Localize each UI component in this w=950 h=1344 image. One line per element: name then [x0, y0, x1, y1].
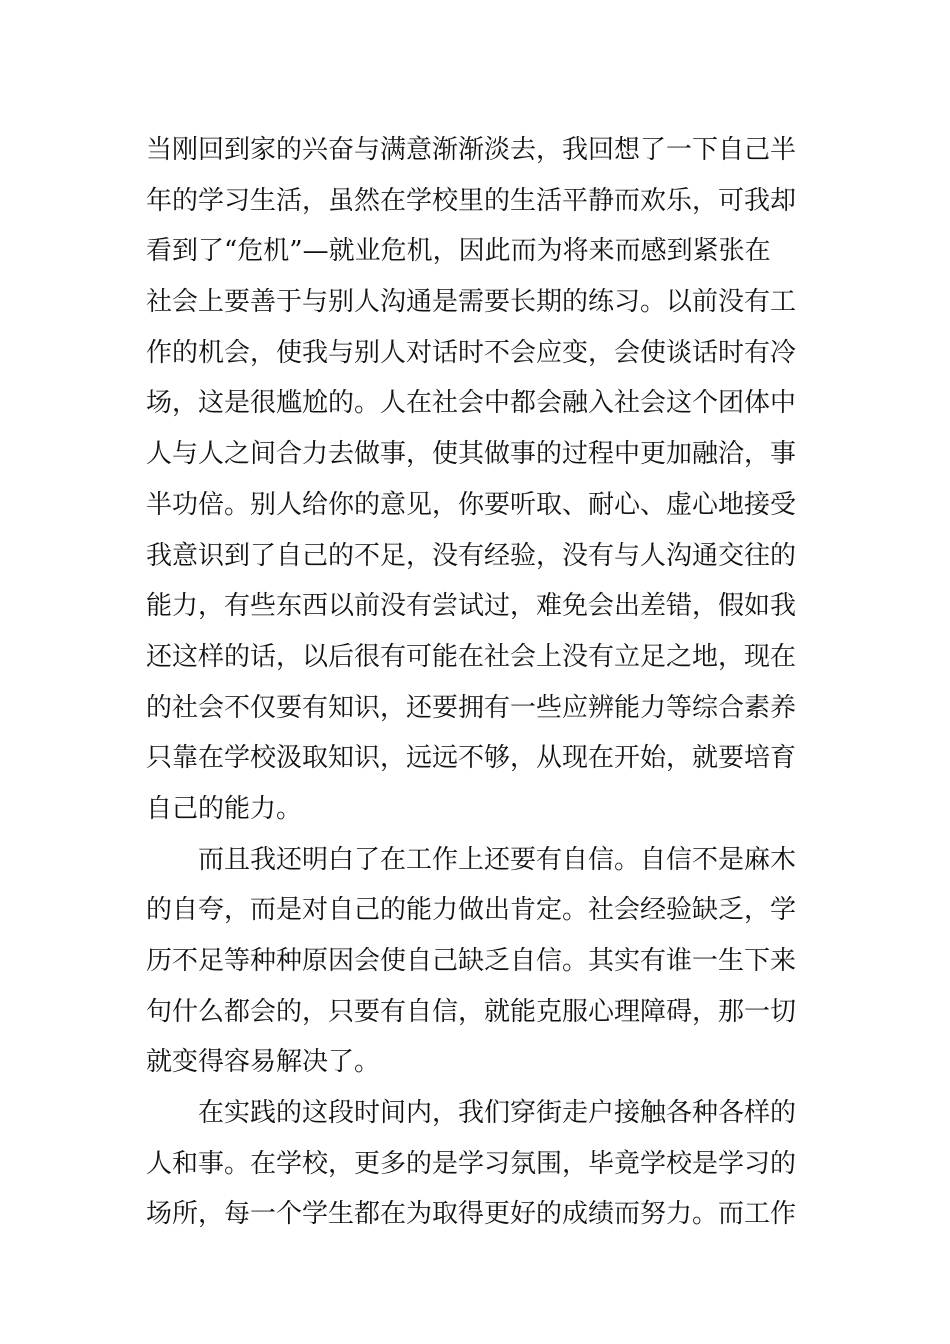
paragraph-3: [146, 1088, 806, 1240]
text-line: 句什么都会的，只要有自信，就能克服心理障碍，那一切: [146, 996, 797, 1027]
text-line: 能力，有些东西以前没有尝试过，难免会出差错，假如我: [146, 591, 797, 622]
text-line: 的社会不仅要有知识，还要拥有一些应辨能力等综合素养: [146, 692, 797, 723]
paragraph-1: [146, 125, 806, 835]
text-line: 而且我还明白了在工作上还要有自信。自信不是麻木: [198, 844, 797, 875]
text-line: 在实践的这段时间内，我们穿街走户接触各种各样的: [198, 1098, 797, 1129]
text-line: 场，这是很尴尬的。人在社会中都会融入社会这个团体中: [146, 388, 797, 419]
text-line: 还这样的话，以后很有可能在社会上没有立足之地，现在: [146, 641, 797, 672]
text-line: 就变得容易解决了。: [146, 1047, 381, 1078]
text-line: 社会上要善于与别人沟通是需要长期的练习。以前没有工: [146, 287, 797, 318]
text-line: 年的学习生活，虽然在学校里的生活平静而欢乐，可我却: [146, 185, 797, 216]
text-line: 半功倍。别人给你的意见，你要听取、耐心、虚心地接受: [146, 489, 797, 520]
text-line: 场所，每一个学生都在为取得更好的成绩而努力。而工作: [146, 1199, 797, 1230]
text-line: 历不足等种种原因会使自己缺乏自信。其实有谁一生下来: [146, 946, 797, 976]
text-line: 我意识到了自己的不足，没有经验，没有与人沟通交往的: [146, 540, 797, 571]
paragraph-2: [146, 835, 806, 1088]
text-line: 只靠在学校汲取知识，远远不够，从现在开始，就要培育: [146, 743, 797, 774]
text-line: 自己的能力。: [146, 793, 303, 824]
text-line: 看到了“危机”—就业危机，因此而为将来而感到紧张在: [146, 236, 771, 267]
text-line: 的自夸，而是对自己的能力做出肯定。社会经验缺乏，学: [146, 895, 797, 926]
text-line: 人与人之间合力去做事，使其做事的过程中更加融洽，事: [146, 439, 797, 470]
document-body: [146, 125, 806, 1240]
text-line: 当刚回到家的兴奋与满意渐渐淡去，我回想了一下自己半: [146, 135, 797, 165]
text-line: 人和事。在学校，更多的是学习氛围，毕竟学校是学习的: [146, 1148, 797, 1179]
text-line: 作的机会，使我与别人对话时不会应变，会使谈话时有冷: [146, 337, 797, 368]
